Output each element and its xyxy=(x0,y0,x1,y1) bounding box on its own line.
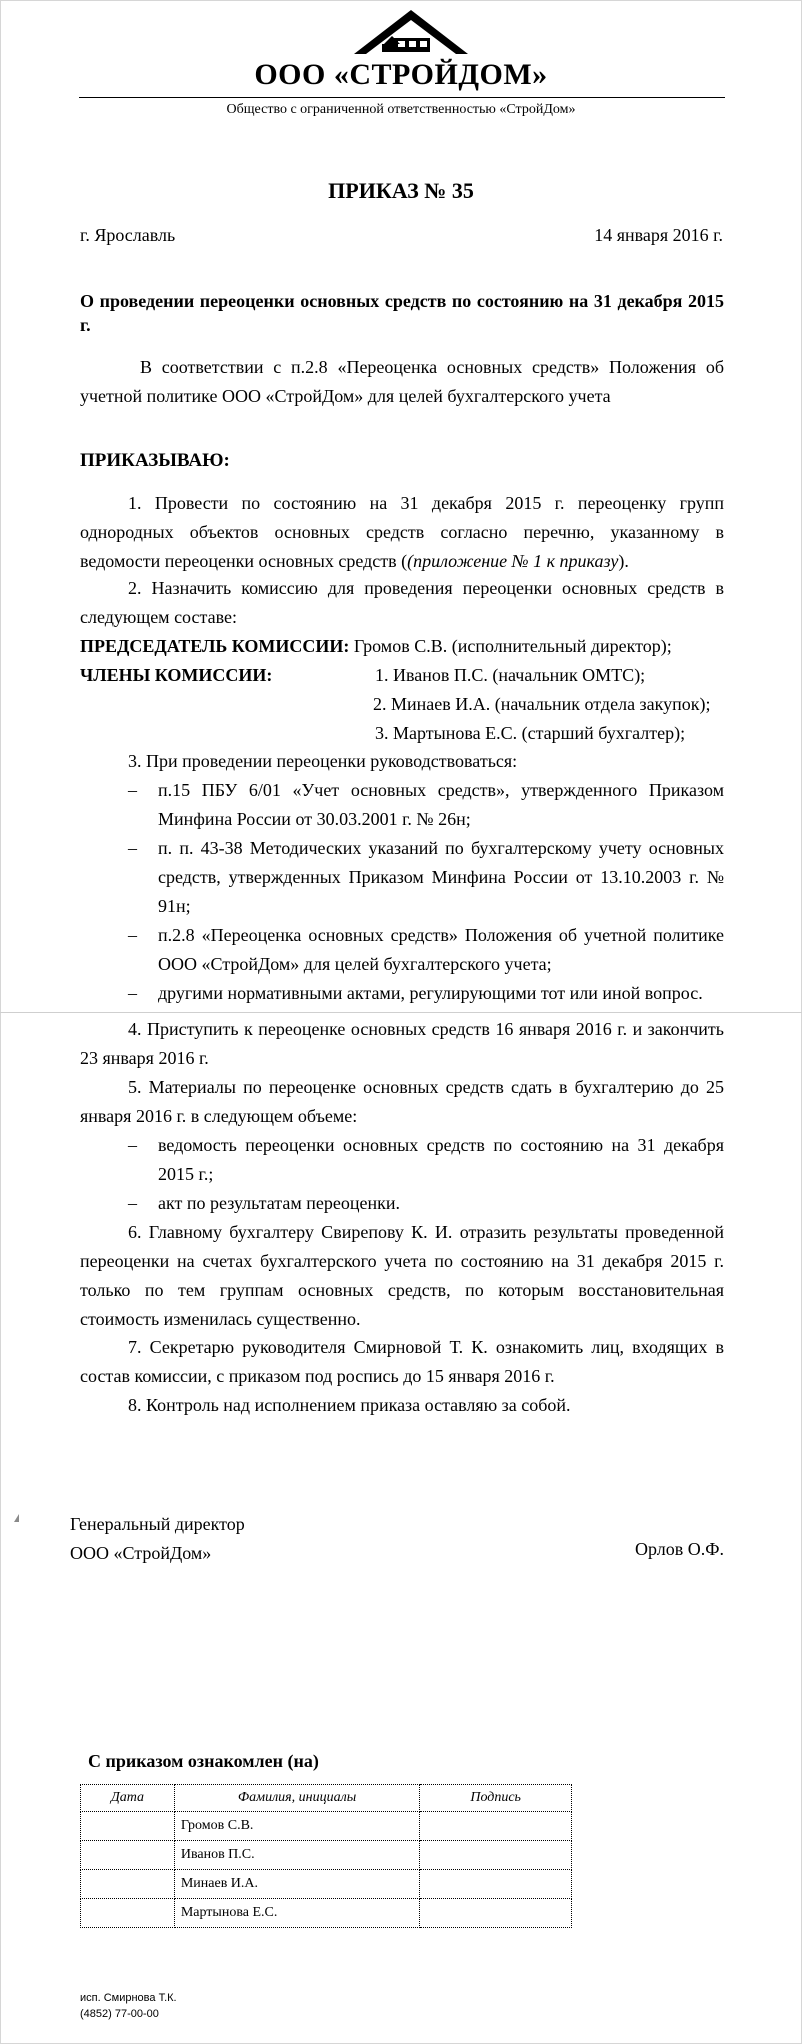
dash-marker: – xyxy=(128,983,137,1003)
order-item-6 xyxy=(80,1218,724,1334)
dash-marker: – xyxy=(128,838,137,858)
dash-marker: – xyxy=(128,1135,137,1155)
dash-marker: – xyxy=(128,780,137,800)
executor-phone: (4852) 77-00-00 xyxy=(80,2008,159,2020)
item-text: Контроль над исполнением приказа оставляю за собой. xyxy=(146,1395,571,1415)
signatory-position-line-2: ООО «СтройДом» xyxy=(70,1543,212,1563)
dash-marker: – xyxy=(128,1193,137,1213)
item-number: 7. xyxy=(128,1337,142,1357)
acknowledgement-table xyxy=(80,1784,572,1928)
cell-date xyxy=(81,1841,175,1870)
item-3-bullet-4 xyxy=(128,979,724,1008)
order-date: 14 января 2016 г. xyxy=(594,225,723,245)
chair-label: ПРЕДСЕДАТЕЛЬ КОМИССИИ: xyxy=(80,636,350,656)
item-number: 6. xyxy=(128,1222,142,1242)
executor-footer xyxy=(80,1990,177,2022)
order-item-3 xyxy=(80,747,724,776)
cell-name: Минаев И.А. xyxy=(174,1870,419,1899)
order-title: ПРИКАЗ № 35 xyxy=(328,178,474,203)
bullet-text: п. п. 43-38 Методических указаний по бухгалтерскому учету основных средств, утвержденных Приказом Минфина России от 13.10.2003 г. № 91н; xyxy=(158,838,724,916)
dash-marker: – xyxy=(128,925,137,945)
order-subject: О проведении переоценки основных средств по состоянию на 31 декабря 2015 г. xyxy=(80,291,724,335)
order-item-8 xyxy=(80,1391,724,1420)
bullet-text: п.15 ПБУ 6/01 «Учет основных средств», утвержденного Приказом Минфина России от 30.03.2001 г. № 26н; xyxy=(158,780,724,829)
item-text-end: ). xyxy=(618,551,629,571)
chair-value: Громов С.В. (исполнительный директор); xyxy=(353,636,672,656)
cell-signature xyxy=(420,1899,572,1928)
executor-name: исп. Смирнова Т.К. xyxy=(80,1992,177,2004)
commission-chair-row xyxy=(80,632,724,661)
member-2: 2. Минаев И.А. (начальник отдела закупок); xyxy=(373,694,711,714)
table-row xyxy=(81,1841,572,1870)
item-number: 3. xyxy=(128,751,142,771)
item-3-bullet-1 xyxy=(128,776,724,834)
table-header-row xyxy=(81,1785,572,1812)
cell-name: Мартынова Е.С. xyxy=(174,1899,419,1928)
item-text: Приступить к переоценке основных средств 16 января 2016 г. и закончить 23 января 2016 г. xyxy=(80,1019,725,1068)
members-label: ЧЛЕНЫ КОМИССИИ: xyxy=(80,665,273,685)
cell-name: Громов С.В. xyxy=(174,1812,419,1841)
item-text: Секретарю руководителя Смирновой Т. К. ознакомить лиц, входящих в состав комиссии, с приказом под роспись до 15 января 2016 г. xyxy=(80,1337,725,1386)
cell-date xyxy=(81,1899,175,1928)
bullet-text: ведомость переоценки основных средств по состоянию на 31 декабря 2015 г.; xyxy=(158,1135,724,1184)
item-text: Главному бухгалтеру Свирепову К. И. отразить результаты проведенной переоценки на счетах бухгалтерского учета по состоянию на 31 декабря 2015 г. только по тем группам основных средств, по которым восстановительная стоимость изменилась существенно. xyxy=(80,1222,724,1329)
cell-signature xyxy=(420,1841,572,1870)
order-item-4 xyxy=(80,1015,724,1073)
item-number: 2. xyxy=(128,578,142,598)
cell-name: Иванов П.С. xyxy=(174,1841,419,1870)
column-header-signature: Подпись xyxy=(420,1785,572,1812)
order-item-2 xyxy=(80,574,724,632)
member-1: 1. Иванов П.С. (начальник ОМТС); xyxy=(375,665,646,685)
bullet-text: п.2.8 «Переоценка основных средств» Положения об учетной политике ООО «СтройДом» для целей бухгалтерского учета; xyxy=(158,925,724,974)
page-break-line xyxy=(0,1012,802,1013)
bullet-text: акт по результатам переоценки. xyxy=(158,1193,400,1213)
company-name: ООО «СТРОЙДОМ» xyxy=(254,58,548,91)
house-logo-icon xyxy=(352,8,470,64)
item-number: 1. xyxy=(128,493,142,513)
item-number: 5. xyxy=(128,1077,142,1097)
bullet-text: другими нормативными актами, регулирующими тот или иной вопрос. xyxy=(158,983,703,1003)
item-3-bullet-3 xyxy=(128,921,724,979)
member-3: 3. Мартынова Е.С. (старший бухгалтер); xyxy=(375,723,686,743)
item-5-bullet-2 xyxy=(128,1189,724,1218)
order-city: г. Ярославль xyxy=(80,225,176,245)
cell-signature xyxy=(420,1812,572,1841)
table-row xyxy=(81,1870,572,1899)
column-header-name: Фамилия, инициалы xyxy=(174,1785,419,1812)
order-directive-heading: ПРИКАЗЫВАЮ: xyxy=(80,450,230,471)
signatory-name: Орлов О.Ф. xyxy=(635,1539,724,1559)
table-row xyxy=(81,1899,572,1928)
cell-date xyxy=(81,1812,175,1841)
signatory-position xyxy=(70,1510,245,1568)
item-text: Провести по состоянию на 31 декабря 2015 г. переоценку групп однородных объектов основных средств согласно перечню, указанному в ведомости переоценки основных средств ( xyxy=(80,493,724,571)
order-item-5 xyxy=(80,1073,724,1131)
item-5-bullet-1 xyxy=(128,1131,724,1189)
acknowledgement-title: С приказом ознакомлен (на) xyxy=(88,1751,319,1771)
order-item-7 xyxy=(80,1333,724,1391)
item-3-bullet-2 xyxy=(128,834,724,921)
header-divider xyxy=(79,97,725,98)
signatory-position-line-1: Генеральный директор xyxy=(70,1514,245,1534)
item-text: Материалы по переоценке основных средств сдать в бухгалтерию до 25 января 2016 г. в следующем объеме: xyxy=(80,1077,725,1126)
order-preamble: В соответствии с п.2.8 «Переоценка основных средств» Положения об учетной политике ООО «СтройДом» для целей бухгалтерского учета xyxy=(80,357,724,406)
item-text: При проведении переоценки руководствоваться: xyxy=(146,751,518,771)
table-row xyxy=(81,1812,572,1841)
item-number: 4. xyxy=(128,1019,142,1039)
item-number: 8. xyxy=(128,1395,142,1415)
anchor-marker-icon xyxy=(14,1514,19,1522)
item-text-italic: (приложение № 1 к приказу xyxy=(407,551,619,571)
company-full-name: Общество с ограниченной ответственностью «СтройДом» xyxy=(226,102,576,117)
cell-date xyxy=(81,1870,175,1899)
order-item-1 xyxy=(80,489,724,576)
cell-signature xyxy=(420,1870,572,1899)
column-header-date: Дата xyxy=(81,1785,175,1812)
item-text: Назначить комиссию для проведения переоценки основных средств в следующем составе: xyxy=(80,578,725,627)
